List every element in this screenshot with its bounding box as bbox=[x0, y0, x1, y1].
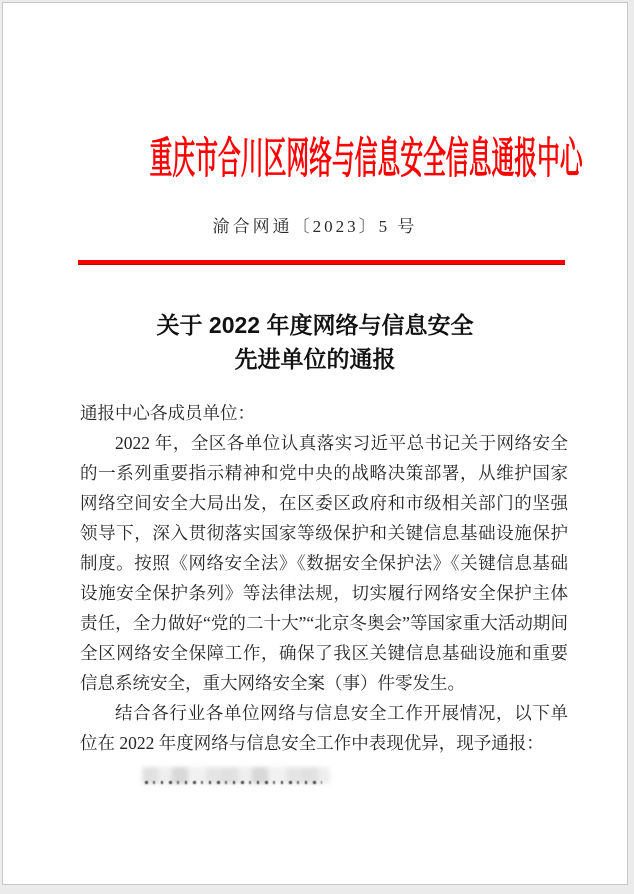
document-title-line1: 关于 2022 年度网络与信息安全 bbox=[156, 312, 474, 338]
document-page bbox=[2, 2, 628, 885]
redaction-speckles bbox=[145, 781, 322, 784]
letterhead-divider-line bbox=[78, 260, 565, 265]
redacted-text-blur bbox=[142, 765, 330, 786]
salutation: 通报中心各成员单位： bbox=[80, 403, 255, 423]
paragraph-1: 2022 年，全区各单位认真落实习近平总书记关于网络安全的一系列重要指示精神和党中央的战略决策部署，从维护国家网络空间安全大局出发，在区委区政府和市级相关部门的坚强领导下，深入贯彻落实国家等级保护和关键信息基础设施保护制度。按照《网络安全法》《数据安全保护法》《关键信息基础设施安全保护条列》等法律法规，切实履行网络安全保护主体责任，全力做好“党的二十大”“北京冬奥会”等国家重大活动期间全区网络安全保障工作，确保了我区关键信息基础设施和重要信息系统安全，重大网络安全案（事）件零发生。 bbox=[80, 433, 568, 693]
doc-number: 渝合网通〔2023〕5 号 bbox=[212, 217, 418, 236]
document-body bbox=[80, 398, 568, 786]
paragraph-2: 结合各行业各单位网络与信息安全工作开展情况，以下单位在 2022 年度网络与信息安全工作中表现优异，现予通报： bbox=[80, 703, 568, 753]
document-title-line2: 先进单位的通报 bbox=[234, 346, 396, 372]
document-title bbox=[3, 308, 627, 376]
letterhead-org-name: 重庆市合川区网络与信息安全信息通报中心 bbox=[149, 135, 583, 183]
